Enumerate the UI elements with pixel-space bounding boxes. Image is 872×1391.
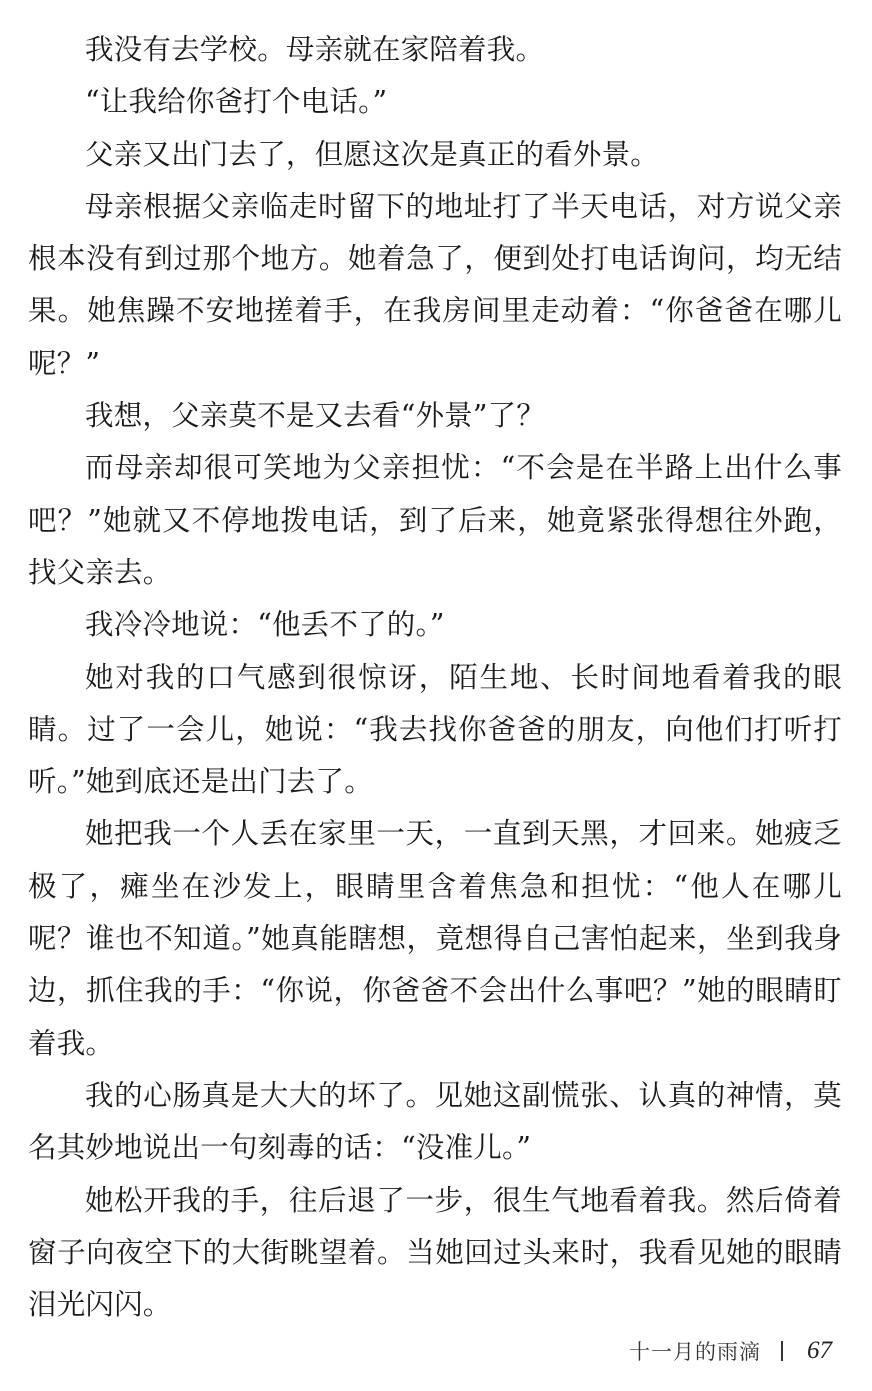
page-number: 67 xyxy=(807,1337,832,1364)
paragraph: 我想，父亲莫不是又去看“外景”了？ xyxy=(85,399,546,433)
paragraph: 她松开我的手，往后退了一步，很生气地看着我。然后倚着窗子向夜空下的大街眺望着。当她回过头来时，我看见她的眼睛泪光闪闪。 xyxy=(28,1183,842,1322)
paragraph: 而母亲却很可笑地为父亲担忧：“不会是在半路上出什么事吧？”她就又不停地拨电话，到了后来，她竟紧张得想往外跑，找父亲去。 xyxy=(28,451,842,589)
paragraph: 她对我的口气感到很惊讶，陌生地、长时间地看着我的眼睛。过了一会儿，她说：“我去找你爸爸的朋友，向他们打听打听。”她到底还是出门去了。 xyxy=(28,660,842,799)
paragraph: 父亲又出门去了，但愿这次是真正的看外景。 xyxy=(85,137,660,171)
paragraph: 我没有去学校。母亲就在家陪着我。 xyxy=(85,33,545,66)
paragraph: “让我给你爸打个电话。” xyxy=(85,85,388,119)
paragraph: 她把我一个人丢在家里一天，一直到天黑，才回来。她疲乏极了，瘫坐在沙发上，眼睛里含着焦急和担忧：“他人在哪儿呢？谁也不知道。”她真能瞎想，竟想得自己害怕起来，坐到我身边，抓住我的手：“你说，你爸爸不会出什么事吧？”她的眼睛盯着我。 xyxy=(28,817,842,1060)
page-footer xyxy=(629,1334,832,1368)
paragraph: 我冷冷地说：“他丢不了的。” xyxy=(85,608,445,642)
page-body xyxy=(28,24,842,1331)
running-title: 十一月的雨滴 xyxy=(629,1340,761,1364)
paragraph: 我的心肠真是大大的坏了。见她这副慌张、认真的神情，莫名其妙地说出一句刻毒的话：“没准儿。” xyxy=(28,1078,842,1165)
footer-divider xyxy=(781,1341,783,1361)
paragraph: 母亲根据父亲临走时留下的地址打了半天电话，对方说父亲根本没有到过那个地方。她着急了，便到处打电话询问，均无结果。她焦躁不安地搓着手，在我房间里走动着：“你爸爸在哪儿呢？” xyxy=(28,189,842,380)
